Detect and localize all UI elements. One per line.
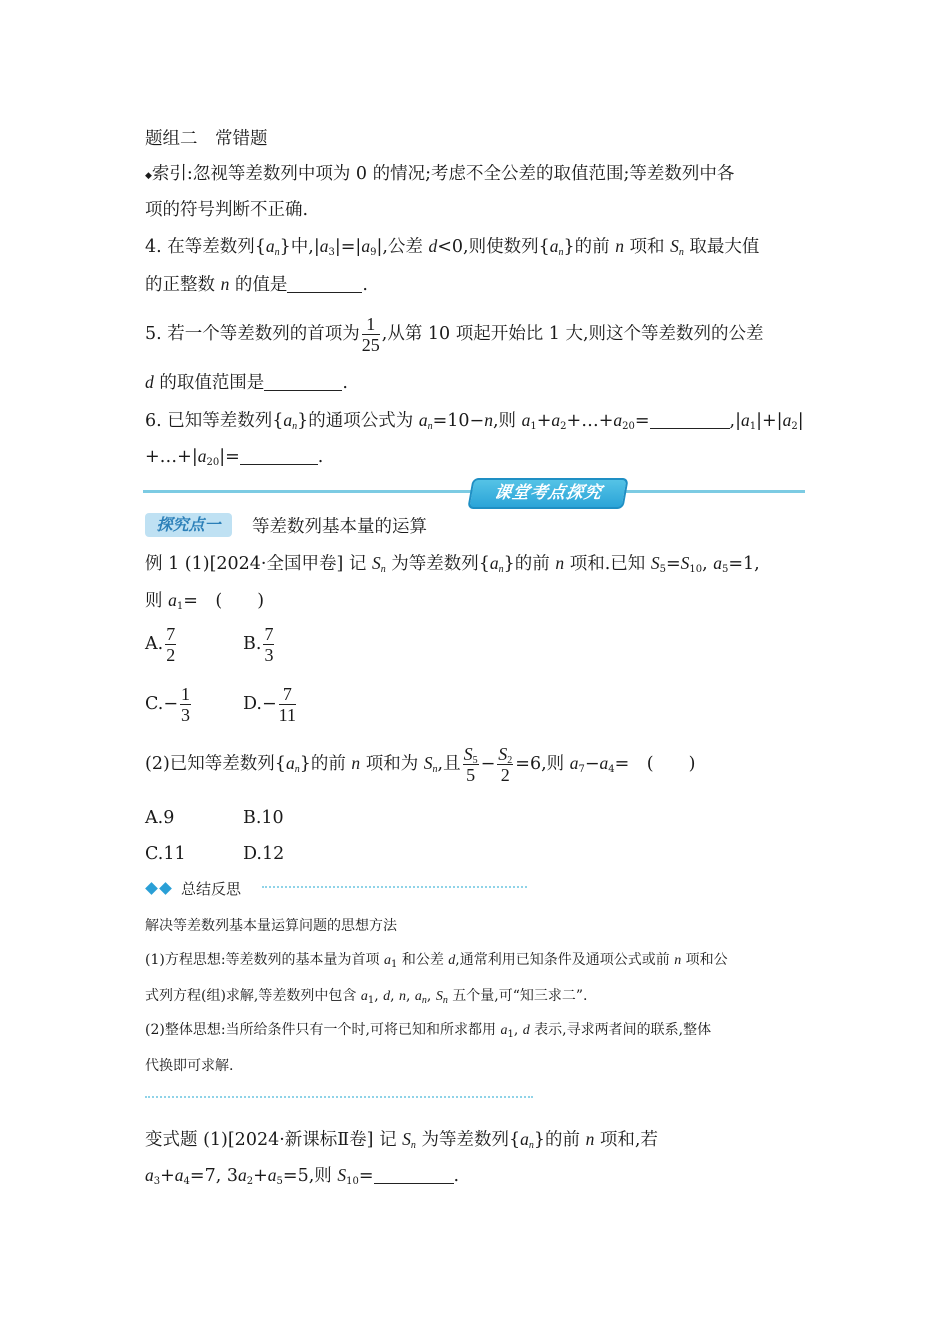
example-1-line-2: 则 $a_1=$ ( ) [145,590,265,612]
summary-heading: 解决等差数列基本量运算问题的思想方法 [145,918,397,934]
answer-blank[interactable] [374,1167,454,1184]
section-banner: 课堂考点探究 [467,478,628,509]
option-a[interactable]: A. $\frac{7}{2}$ [145,624,176,665]
diamond-icon [159,882,172,895]
problem-5-line-2: d 的取值范围是 . [145,372,348,393]
option-a[interactable]: A.9 [145,808,175,828]
answer-blank[interactable] [287,276,362,293]
answer-blank[interactable] [264,374,342,391]
variant-line-1: 变式题 (1)[2024·新课标Ⅱ卷] 记 $S_n$ 为等差数列$\{a_n\}$的前 n 项和,若 [145,1129,658,1151]
bullet-icon: ◆ [145,171,152,181]
option-c[interactable]: C.11 [145,844,186,864]
problem-5-line-1: 5. 若一个等差数列的首项为 $\frac{1}{25}$ ,从第 10 项起开始比 1 大,则这个等差数列的公差 [145,314,764,355]
variant-line-2: $a_3+a_4=7$, $3a_2+a_5=5$,则 $S_{10}=$ . [145,1165,460,1187]
option-b[interactable]: B.10 [243,808,284,828]
dotted-divider [145,1096,533,1098]
problem-4-line-2: 的正整数 n 的值是 . [145,274,368,295]
summary-item-2-line-1: (2)整体思想:当所给条件只有一个时,可将已知和所求都用 $a_1$, d 表示,寻求两者间的联系,整体 [145,1022,712,1040]
summary-header: 总结反思 [147,879,241,899]
point-title: 等差数列基本量的运算 [252,517,427,537]
option-d[interactable]: D.− $\frac{7}{11}$ [243,684,296,725]
example-1-part-2: (2)已知等差数列$\{a_n\}$的前 n 项和为 $S_n$,且 $\frac{S_5}{5}$ − $\frac{S_2}{2}$ =6,则 $a_7-a_4=$ ( ) [145,744,696,785]
option-c[interactable]: C.− $\frac{1}{3}$ [145,684,191,725]
index-line-2: 项的符号判断不正确. [145,200,309,220]
problem-6-line-2: $+\dots+|a_{20}|=$ . [145,446,324,468]
example-1-line-1: 例 1 (1)[2024·全国甲卷] 记 $S_n$ 为等差数列$\{a_n\}$的前 n 项和.已知 $S_5=S_{10}$, $a_5=1$, [145,553,760,575]
problem-4-line-1: 4. 在等差数列$\{a_n\}$中$,|a_3|=|a_9|$,公差 d<0,则使数列$\{a_n\}$的前 n 项和 $S_n$ 取最大值 [145,236,760,258]
dotted-divider [262,886,527,888]
option-b[interactable]: B. $\frac{7}{3}$ [243,624,274,665]
diamond-icon [145,882,158,895]
summary-item-1-line-2: 式列方程(组)求解,等差数列中包含 $a_1$, d, n, $a_n$, $S_n$ 五个量,可“知三求二”. [145,988,588,1006]
summary-item-1-line-1: (1)方程思想:等差数列的基本量为首项 $a_1$ 和公差 d,通常利用已知条件及通项公式或前 n 项和公 [145,952,728,970]
answer-blank[interactable] [240,448,318,465]
summary-item-2-line-2: 代换即可求解. [145,1058,234,1074]
index-line-1: ◆索引:忽视等差数列中项为 0 的情况;考虑不全公差的取值范围;等差数列中各 [145,164,735,184]
point-tag: 探究点一 [145,513,232,537]
option-d[interactable]: D.12 [243,844,285,864]
answer-blank[interactable] [650,412,730,429]
problem-6-line-1: 6. 已知等差数列$\{a_n\}$的通项公式为 $a_n=10-n$,则 $a_1+a_2+\dots+a_{20}= ,|a_1|+|a_2|$ [145,410,804,432]
group-title: 题组二 常错题 [145,129,268,149]
